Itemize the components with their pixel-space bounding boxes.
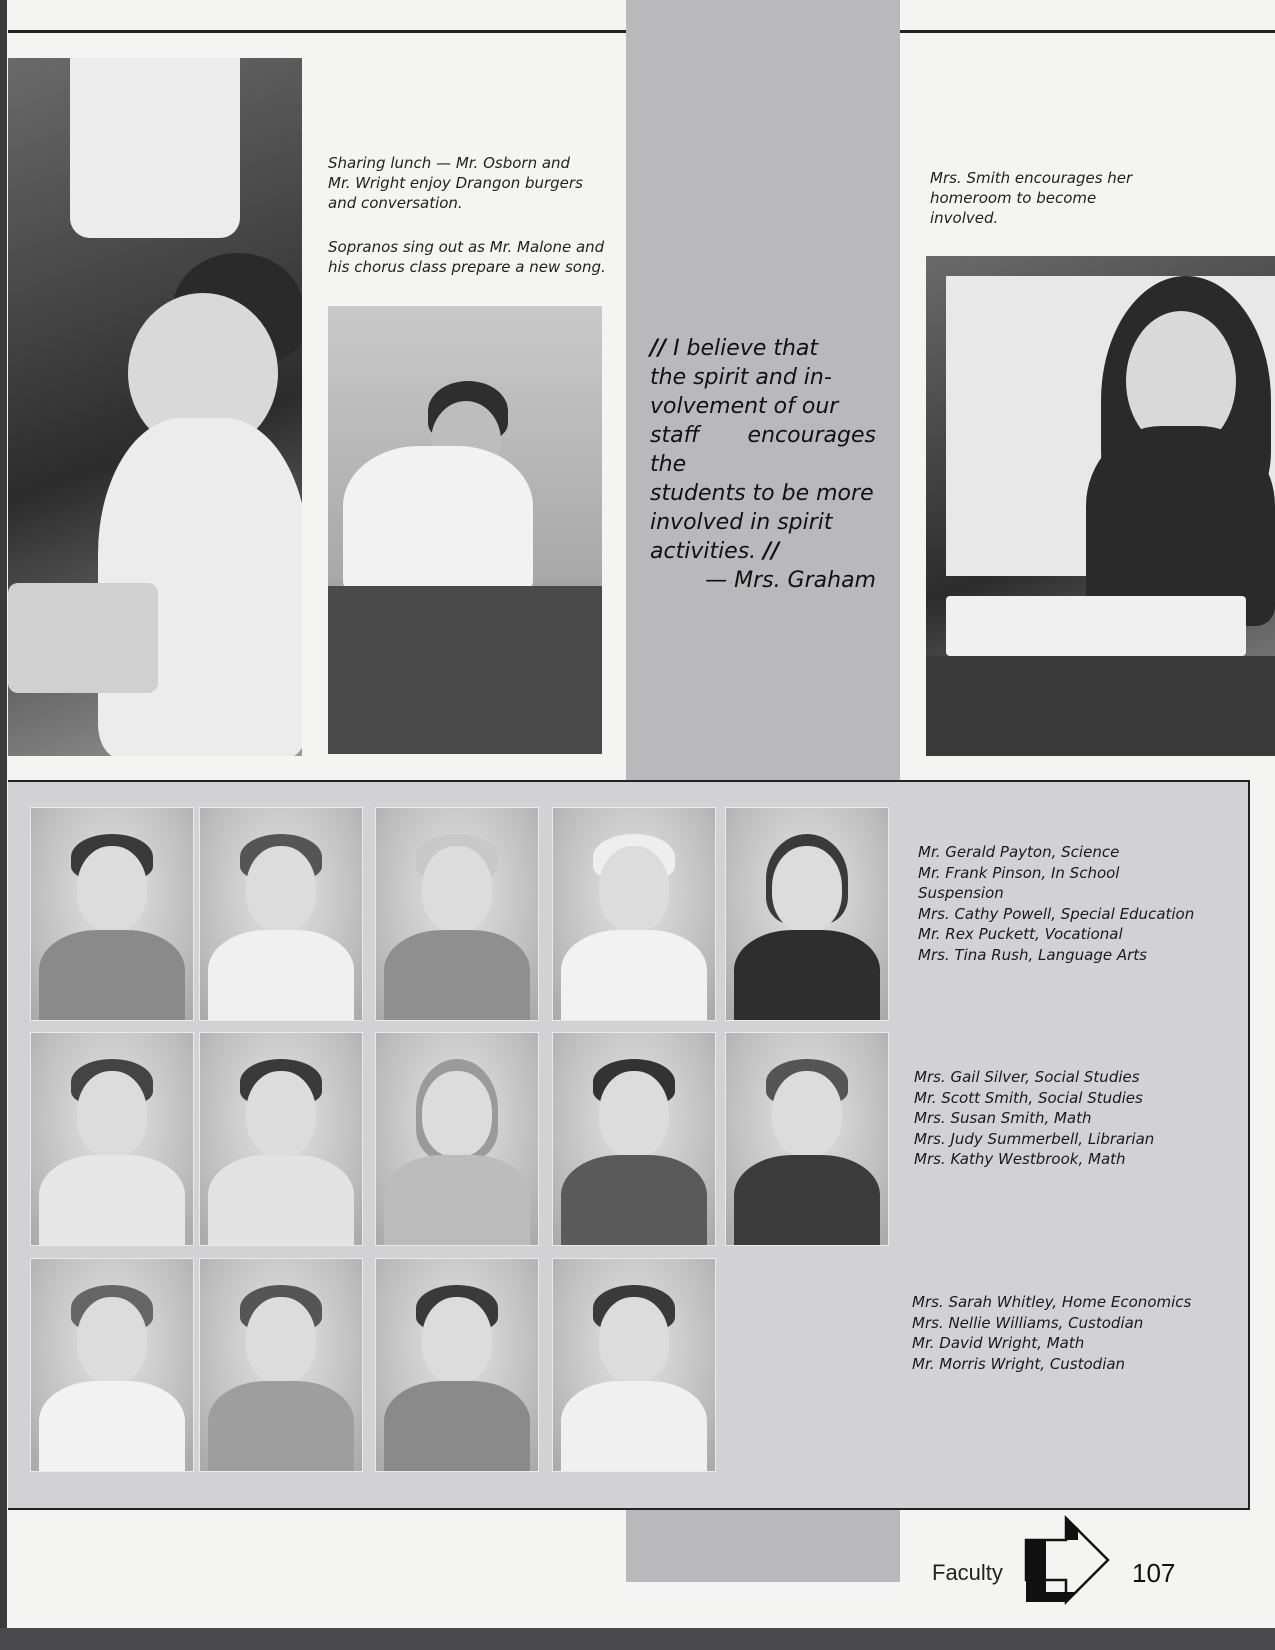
names-group-2 [914, 1067, 1244, 1170]
photo-chorus-teacher [328, 306, 602, 754]
caption-sharing-lunch: Sharing lunch — Mr. Osborn and Mr. Wright enjoy Drangon burgers and conversation. [328, 154, 583, 212]
page-binding-edge [0, 0, 7, 1650]
portrait [30, 807, 194, 1021]
quote-body: I believe that the spirit and in- volvement of our staff encourages the students to be more involved in spirit activities. [650, 336, 876, 564]
portrait [199, 1258, 363, 1472]
top-rule-right [900, 30, 1275, 33]
faculty-name: Mrs. Cathy Powell, Special Education [918, 904, 1195, 923]
quote-open-mark: // [650, 336, 667, 361]
faculty-name: Mr. Morris Wright, Custodian [912, 1354, 1126, 1373]
page-number: 107 [1132, 1558, 1176, 1588]
faculty-name: Mrs. Judy Summerbell, Librarian [914, 1129, 1155, 1148]
faculty-name: Mrs. Tina Rush, Language Arts [918, 945, 1147, 964]
arrow-icon [1020, 1512, 1112, 1608]
portrait [199, 1032, 363, 1246]
faculty-name: Mr. Gerald Payton, Science [918, 843, 1120, 861]
pull-quote [650, 334, 876, 593]
portrait [199, 807, 363, 1021]
quote-close-mark: // [763, 539, 780, 564]
faculty-name: Mr. David Wright, Math [912, 1334, 1085, 1352]
bottom-gray-band [626, 1508, 900, 1582]
names-group-1 [918, 842, 1248, 965]
photo-mrs-smith [926, 256, 1275, 756]
faculty-name: Mr. Scott Smith, Social Studies [914, 1088, 1143, 1107]
top-rule-left [8, 30, 626, 33]
portrait [552, 1032, 716, 1246]
faculty-name: Mrs. Sarah Whitley, Home Economics [912, 1293, 1192, 1311]
faculty-name: Mrs. Gail Silver, Social Studies [914, 1068, 1140, 1086]
portrait [375, 807, 539, 1021]
faculty-name: Mr. Frank Pinson, In School [918, 863, 1120, 882]
portrait [375, 1258, 539, 1472]
faculty-name: Mrs. Kathy Westbrook, Math [914, 1150, 1126, 1168]
faculty-name: Suspension [918, 884, 1004, 902]
portrait [375, 1032, 539, 1246]
faculty-name: Mrs. Nellie Williams, Custodian [912, 1313, 1144, 1332]
portrait [725, 1032, 889, 1246]
quote-text [650, 334, 876, 566]
caption-chorus: Sopranos sing out as Mr. Malone and his chorus class prepare a new song. [328, 238, 606, 276]
page-bottom-edge [0, 1628, 1275, 1650]
faculty-name: Mr. Rex Puckett, Vocational [918, 925, 1123, 943]
names-group-3 [912, 1292, 1242, 1374]
portrait [30, 1258, 194, 1472]
portrait [725, 807, 889, 1021]
portrait [552, 807, 716, 1021]
quote-attribution: — Mrs. Graham [705, 568, 876, 593]
footer-section-label: Faculty [932, 1560, 1003, 1585]
portrait [552, 1258, 716, 1472]
photo-sharing-lunch [8, 58, 302, 756]
faculty-name: Mrs. Susan Smith, Math [914, 1109, 1092, 1127]
caption-mrs-smith: Mrs. Smith encourages her homeroom to become involved. [930, 169, 1133, 227]
portrait [30, 1032, 194, 1246]
